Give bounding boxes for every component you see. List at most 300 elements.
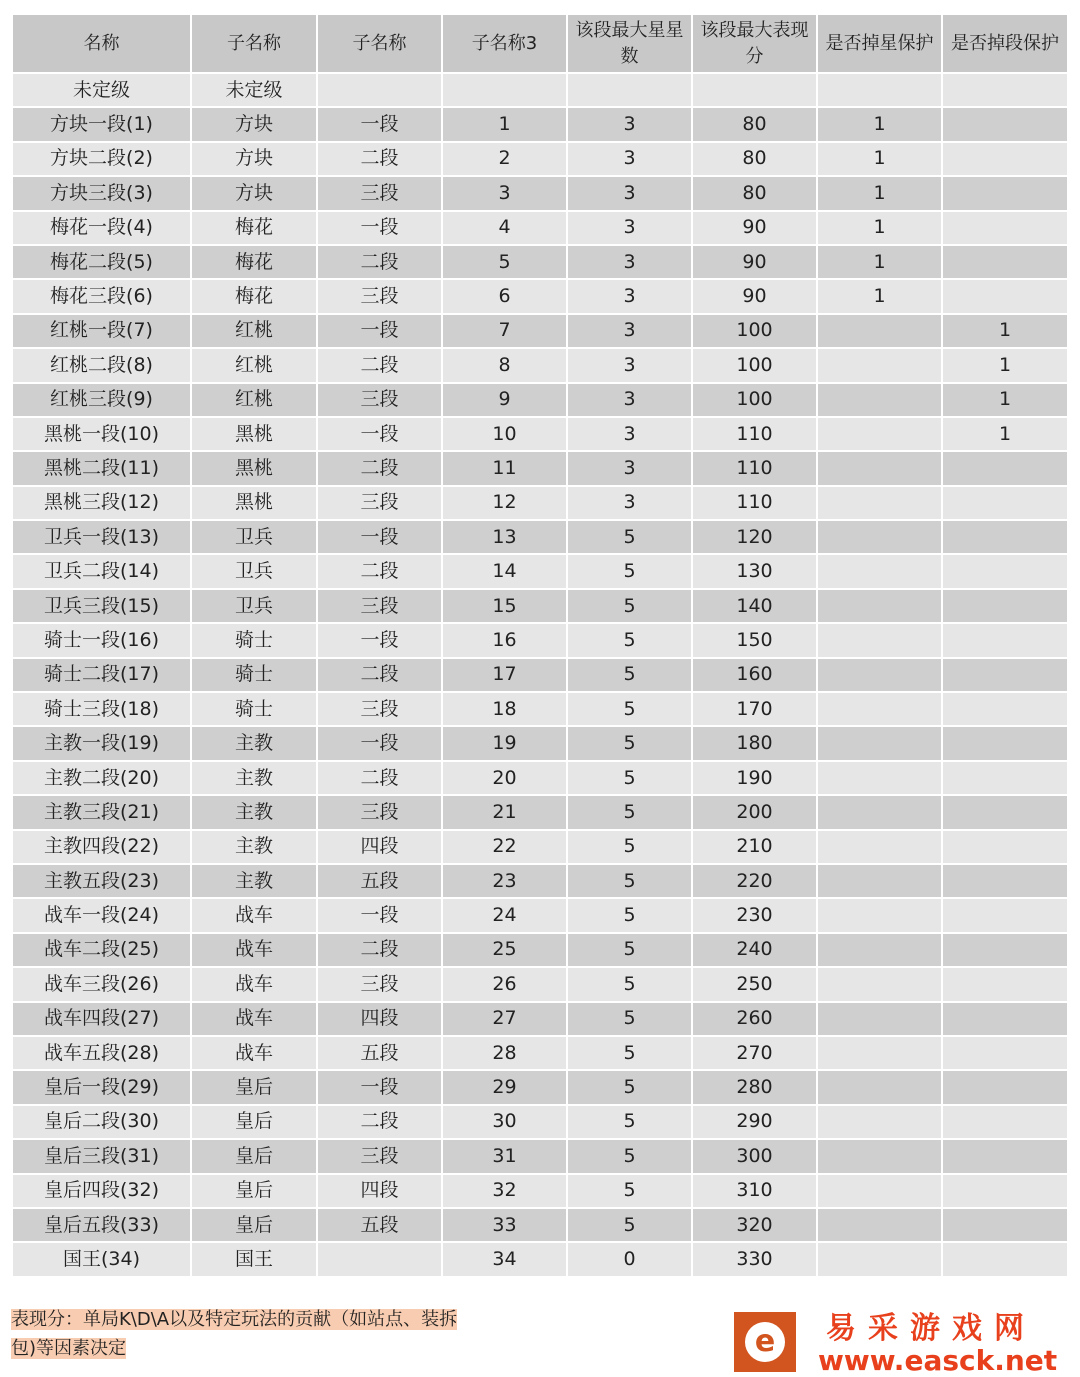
table-cell: 3 <box>443 177 566 209</box>
table-row <box>13 1037 1067 1069</box>
table-row <box>13 1106 1067 1138</box>
table-cell: 骑士一段(16) <box>13 624 190 656</box>
table-cell: 3 <box>568 315 691 347</box>
table-cell <box>943 555 1067 587</box>
table-cell: 19 <box>443 727 566 759</box>
table-cell: 战车 <box>192 1037 316 1069</box>
table-cell: 100 <box>693 384 816 416</box>
table-cell: 战车五段(28) <box>13 1037 190 1069</box>
table-cell: 5 <box>568 1106 691 1138</box>
table-cell: 方块 <box>192 108 316 140</box>
logo-letter: e <box>745 1322 785 1362</box>
table-cell: 5 <box>568 1003 691 1035</box>
table-cell <box>818 693 941 725</box>
table-cell: 卫兵 <box>192 555 316 587</box>
table-cell: 8 <box>443 349 566 381</box>
table-cell: 三段 <box>318 968 441 1000</box>
table-cell: 三段 <box>318 487 441 519</box>
table-cell: 3 <box>568 177 691 209</box>
table-cell <box>818 865 941 897</box>
table-cell: 90 <box>693 280 816 312</box>
column-header: 该段最大星星数 <box>568 15 691 72</box>
table-cell: 290 <box>693 1106 816 1138</box>
table-cell: 34 <box>443 1243 566 1275</box>
table-cell <box>818 727 941 759</box>
table-cell <box>943 1209 1067 1241</box>
table-cell: 80 <box>693 108 816 140</box>
table-cell: 三段 <box>318 177 441 209</box>
table-cell: 卫兵 <box>192 521 316 553</box>
table-cell <box>943 899 1067 931</box>
table-cell: 战车 <box>192 968 316 1000</box>
table-cell: 17 <box>443 659 566 691</box>
table-row <box>13 1175 1067 1207</box>
table-cell: 一段 <box>318 212 441 244</box>
table-cell: 160 <box>693 659 816 691</box>
table-cell: 黑桃三段(12) <box>13 487 190 519</box>
table-cell: 80 <box>693 177 816 209</box>
column-header: 子名称3 <box>443 15 566 72</box>
table-cell: 23 <box>443 865 566 897</box>
table-cell: 皇后四段(32) <box>13 1175 190 1207</box>
table-cell <box>943 624 1067 656</box>
table-row <box>13 280 1067 312</box>
table-cell: 主教二段(20) <box>13 762 190 794</box>
table-cell: 250 <box>693 968 816 1000</box>
table-cell: 战车 <box>192 1003 316 1035</box>
table-cell: 二段 <box>318 762 441 794</box>
table-cell: 皇后 <box>192 1140 316 1172</box>
table-row <box>13 212 1067 244</box>
table-cell: 战车三段(26) <box>13 968 190 1000</box>
table-cell: 5 <box>568 521 691 553</box>
table-cell <box>818 624 941 656</box>
table-cell: 5 <box>568 762 691 794</box>
table-cell: 13 <box>443 521 566 553</box>
table-cell: 主教 <box>192 762 316 794</box>
table-cell <box>818 1003 941 1035</box>
table-row <box>13 727 1067 759</box>
table-cell: 梅花 <box>192 212 316 244</box>
table-cell: 卫兵 <box>192 590 316 622</box>
table-cell: 方块 <box>192 143 316 175</box>
table-cell: 31 <box>443 1140 566 1172</box>
table-cell: 1 <box>818 280 941 312</box>
table-cell: 四段 <box>318 1003 441 1035</box>
table-cell: 卫兵一段(13) <box>13 521 190 553</box>
table-cell: 骑士三段(18) <box>13 693 190 725</box>
table-row <box>13 968 1067 1000</box>
table-cell: 10 <box>443 418 566 450</box>
table-cell <box>818 74 941 106</box>
table-cell <box>318 1243 441 1275</box>
table-cell: 1 <box>818 246 941 278</box>
table-cell <box>318 74 441 106</box>
table-cell: 80 <box>693 143 816 175</box>
table-cell: 7 <box>443 315 566 347</box>
table-cell: 5 <box>568 659 691 691</box>
table-row <box>13 177 1067 209</box>
table-cell <box>818 1106 941 1138</box>
table-row <box>13 452 1067 484</box>
table-row <box>13 1243 1067 1275</box>
table-cell: 1 <box>943 315 1067 347</box>
table-cell <box>943 452 1067 484</box>
table-cell: 主教三段(21) <box>13 796 190 828</box>
table-cell: 四段 <box>318 831 441 863</box>
table-cell: 方块一段(1) <box>13 108 190 140</box>
table-cell: 一段 <box>318 1071 441 1103</box>
table-cell: 29 <box>443 1071 566 1103</box>
table-cell: 1 <box>943 349 1067 381</box>
table-cell: 120 <box>693 521 816 553</box>
table-cell: 骑士 <box>192 693 316 725</box>
table-cell: 20 <box>443 762 566 794</box>
table-cell: 主教 <box>192 831 316 863</box>
watermark-logo-icon <box>734 1312 796 1372</box>
table-cell: 二段 <box>318 1106 441 1138</box>
table-cell <box>818 590 941 622</box>
table-cell: 300 <box>693 1140 816 1172</box>
table-cell: 5 <box>568 624 691 656</box>
table-cell: 220 <box>693 865 816 897</box>
table-cell: 主教 <box>192 796 316 828</box>
table-cell: 4 <box>443 212 566 244</box>
table-cell: 5 <box>568 555 691 587</box>
table-cell: 26 <box>443 968 566 1000</box>
table-cell: 红桃 <box>192 315 316 347</box>
table-cell <box>943 74 1067 106</box>
table-row <box>13 487 1067 519</box>
table-cell: 梅花二段(5) <box>13 246 190 278</box>
table-cell <box>818 521 941 553</box>
table-cell: 皇后三段(31) <box>13 1140 190 1172</box>
table-cell: 5 <box>443 246 566 278</box>
table-cell <box>818 796 941 828</box>
table-cell: 9 <box>443 384 566 416</box>
table-cell: 黑桃 <box>192 487 316 519</box>
table-cell: 战车四段(27) <box>13 1003 190 1035</box>
table-cell: 一段 <box>318 108 441 140</box>
table-cell: 主教五段(23) <box>13 865 190 897</box>
table-cell: 0 <box>568 1243 691 1275</box>
table-cell: 皇后 <box>192 1106 316 1138</box>
table-cell <box>443 74 566 106</box>
table-cell: 14 <box>443 555 566 587</box>
table-cell <box>693 74 816 106</box>
watermark-name: 易采游戏网 <box>826 1311 1036 1346</box>
table-cell: 皇后 <box>192 1071 316 1103</box>
table-cell: 红桃二段(8) <box>13 349 190 381</box>
table-cell <box>818 315 941 347</box>
table-cell: 国王 <box>192 1243 316 1275</box>
table-cell: 一段 <box>318 624 441 656</box>
table-cell <box>943 659 1067 691</box>
table-cell: 110 <box>693 418 816 450</box>
table-cell <box>818 1140 941 1172</box>
table-row <box>13 1071 1067 1103</box>
table-cell: 5 <box>568 1175 691 1207</box>
table-row <box>13 418 1067 450</box>
table-cell <box>943 968 1067 1000</box>
table-cell: 140 <box>693 590 816 622</box>
table-cell: 260 <box>693 1003 816 1035</box>
table-cell <box>943 487 1067 519</box>
table-cell: 3 <box>568 246 691 278</box>
table-row <box>13 143 1067 175</box>
table-cell: 21 <box>443 796 566 828</box>
table-cell: 27 <box>443 1003 566 1035</box>
table-cell: 5 <box>568 899 691 931</box>
table-cell <box>943 280 1067 312</box>
column-header: 该段最大表现分 <box>693 15 816 72</box>
table-cell: 210 <box>693 831 816 863</box>
table-cell: 黑桃一段(10) <box>13 418 190 450</box>
table-cell <box>943 865 1067 897</box>
table-cell: 五段 <box>318 1037 441 1069</box>
table-cell <box>818 555 941 587</box>
table-cell: 5 <box>568 865 691 897</box>
table-cell: 1 <box>443 108 566 140</box>
table-cell: 100 <box>693 349 816 381</box>
table-cell: 3 <box>568 280 691 312</box>
table-cell: 5 <box>568 1071 691 1103</box>
table-cell <box>818 452 941 484</box>
table-cell <box>943 521 1067 553</box>
table-cell: 二段 <box>318 143 441 175</box>
table-cell <box>943 727 1067 759</box>
table-cell: 240 <box>693 934 816 966</box>
table-row <box>13 693 1067 725</box>
table-cell: 180 <box>693 727 816 759</box>
table-cell: 梅花三段(6) <box>13 280 190 312</box>
table-cell: 5 <box>568 590 691 622</box>
table-cell: 1 <box>943 384 1067 416</box>
table-cell: 90 <box>693 246 816 278</box>
table-cell <box>943 177 1067 209</box>
table-cell: 二段 <box>318 246 441 278</box>
table-row <box>13 315 1067 347</box>
table-cell: 11 <box>443 452 566 484</box>
column-header: 是否掉星保护 <box>818 15 941 72</box>
table-cell: 战车一段(24) <box>13 899 190 931</box>
table-cell <box>818 349 941 381</box>
table-cell: 1 <box>818 212 941 244</box>
table-cell <box>943 693 1067 725</box>
table-cell: 3 <box>568 349 691 381</box>
table-cell: 130 <box>693 555 816 587</box>
table-cell: 主教 <box>192 865 316 897</box>
table-cell: 24 <box>443 899 566 931</box>
table-cell: 战车 <box>192 934 316 966</box>
table-row <box>13 1209 1067 1241</box>
table-cell: 主教一段(19) <box>13 727 190 759</box>
table-cell: 5 <box>568 831 691 863</box>
table-cell <box>818 1243 941 1275</box>
table-cell: 一段 <box>318 418 441 450</box>
table-cell: 12 <box>443 487 566 519</box>
table-row <box>13 934 1067 966</box>
table-row <box>13 865 1067 897</box>
table-cell: 二段 <box>318 349 441 381</box>
table-cell: 皇后一段(29) <box>13 1071 190 1103</box>
table-cell: 22 <box>443 831 566 863</box>
table-row <box>13 108 1067 140</box>
table-cell <box>943 590 1067 622</box>
table-cell: 梅花 <box>192 280 316 312</box>
table-cell: 5 <box>568 934 691 966</box>
table-cell: 三段 <box>318 796 441 828</box>
table-cell: 主教 <box>192 727 316 759</box>
table-cell <box>943 1140 1067 1172</box>
table-cell: 方块 <box>192 177 316 209</box>
table-row <box>13 521 1067 553</box>
table-cell: 三段 <box>318 384 441 416</box>
table-cell: 3 <box>568 143 691 175</box>
column-header: 是否掉段保护 <box>943 15 1067 72</box>
table-cell: 黑桃 <box>192 418 316 450</box>
table-cell: 皇后五段(33) <box>13 1209 190 1241</box>
header-row <box>13 15 1067 72</box>
table-cell: 方块三段(3) <box>13 177 190 209</box>
table-cell: 5 <box>568 796 691 828</box>
table-cell: 骑士二段(17) <box>13 659 190 691</box>
table-cell <box>568 74 691 106</box>
table-cell: 四段 <box>318 1175 441 1207</box>
table-cell: 5 <box>568 1140 691 1172</box>
table-cell <box>818 1071 941 1103</box>
table-row <box>13 659 1067 691</box>
table-cell <box>818 968 941 1000</box>
table-row <box>13 1140 1067 1172</box>
table-cell: 战车二段(25) <box>13 934 190 966</box>
table-cell: 三段 <box>318 693 441 725</box>
table-cell: 二段 <box>318 452 441 484</box>
table-cell: 16 <box>443 624 566 656</box>
table-cell: 3 <box>568 418 691 450</box>
table-cell: 梅花一段(4) <box>13 212 190 244</box>
table-cell: 方块二段(2) <box>13 143 190 175</box>
table-cell <box>818 1175 941 1207</box>
table-cell: 110 <box>693 487 816 519</box>
table-cell: 5 <box>568 727 691 759</box>
table-cell: 1 <box>818 108 941 140</box>
table-cell: 150 <box>693 624 816 656</box>
table-cell: 90 <box>693 212 816 244</box>
table-cell <box>818 899 941 931</box>
table-cell: 33 <box>443 1209 566 1241</box>
table-cell: 一段 <box>318 727 441 759</box>
table-cell: 32 <box>443 1175 566 1207</box>
table-cell: 骑士 <box>192 624 316 656</box>
table-cell <box>943 762 1067 794</box>
table-row <box>13 624 1067 656</box>
table-cell <box>818 831 941 863</box>
table-row <box>13 246 1067 278</box>
table-cell <box>943 796 1067 828</box>
table-cell: 卫兵二段(14) <box>13 555 190 587</box>
table-cell: 3 <box>568 487 691 519</box>
table-cell: 三段 <box>318 1140 441 1172</box>
table-cell: 黑桃 <box>192 452 316 484</box>
table-cell <box>818 418 941 450</box>
table-row <box>13 590 1067 622</box>
table-cell: 25 <box>443 934 566 966</box>
table-cell <box>818 1209 941 1241</box>
rank-table <box>11 13 1069 1278</box>
table-row <box>13 831 1067 863</box>
table-row <box>13 555 1067 587</box>
column-header: 名称 <box>13 15 190 72</box>
table-cell: 二段 <box>318 934 441 966</box>
table-cell: 15 <box>443 590 566 622</box>
table-row <box>13 74 1067 106</box>
table-cell: 未定级 <box>13 74 190 106</box>
table-cell <box>943 1037 1067 1069</box>
column-header: 子名称 <box>318 15 441 72</box>
table-cell: 国王(34) <box>13 1243 190 1275</box>
table-cell: 战车 <box>192 899 316 931</box>
footnote-text: 表现分：单局K\D\A以及特定玩法的贡献（如站点、装拆包)等因素决定 <box>11 1309 458 1359</box>
table-cell: 骑士 <box>192 659 316 691</box>
footnote <box>11 1305 481 1363</box>
table-cell: 28 <box>443 1037 566 1069</box>
table-cell <box>818 1037 941 1069</box>
table-cell: 3 <box>568 452 691 484</box>
table-cell: 170 <box>693 693 816 725</box>
table-cell: 320 <box>693 1209 816 1241</box>
table-cell: 一段 <box>318 899 441 931</box>
table-cell: 310 <box>693 1175 816 1207</box>
table-cell: 红桃 <box>192 384 316 416</box>
table-cell: 200 <box>693 796 816 828</box>
column-header: 子名称 <box>192 15 316 72</box>
table-cell <box>943 1003 1067 1035</box>
table-cell: 190 <box>693 762 816 794</box>
table-cell: 皇后 <box>192 1175 316 1207</box>
table-cell: 100 <box>693 315 816 347</box>
table-cell: 三段 <box>318 590 441 622</box>
table-cell: 卫兵三段(15) <box>13 590 190 622</box>
table-cell <box>943 1243 1067 1275</box>
table-row <box>13 762 1067 794</box>
table-cell <box>943 1106 1067 1138</box>
table-cell <box>943 831 1067 863</box>
table-cell: 主教四段(22) <box>13 831 190 863</box>
table-cell: 二段 <box>318 659 441 691</box>
table-cell: 1 <box>818 177 941 209</box>
table-cell: 330 <box>693 1243 816 1275</box>
table-cell: 270 <box>693 1037 816 1069</box>
table-cell: 一段 <box>318 315 441 347</box>
table-cell <box>818 384 941 416</box>
table-cell: 红桃一段(7) <box>13 315 190 347</box>
table-cell: 二段 <box>318 555 441 587</box>
table-row <box>13 1003 1067 1035</box>
table-cell: 6 <box>443 280 566 312</box>
table-cell: 五段 <box>318 1209 441 1241</box>
table-cell <box>943 1175 1067 1207</box>
table-cell: 未定级 <box>192 74 316 106</box>
table-cell: 黑桃二段(11) <box>13 452 190 484</box>
table-cell: 5 <box>568 968 691 1000</box>
table-cell: 3 <box>568 108 691 140</box>
table-cell <box>943 212 1067 244</box>
watermark <box>818 1312 1057 1376</box>
table-cell: 一段 <box>318 521 441 553</box>
watermark-url: www.easck.net <box>818 1344 1058 1377</box>
table-row <box>13 796 1067 828</box>
